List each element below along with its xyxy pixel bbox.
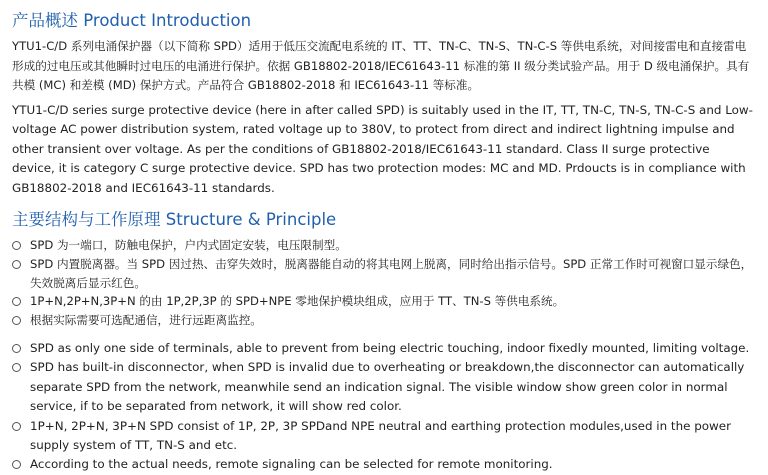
- list-spacer: [12, 330, 756, 339]
- list-item: [12, 311, 756, 330]
- list-item-text: SPD as only one side of terminals, able to prevent from being electric touching, indoor fixedly mounted, limiting voltage.: [30, 340, 750, 355]
- product-introduction-heading: 产品概述 Product Introduction: [12, 11, 252, 30]
- list-item: [12, 417, 756, 456]
- list-item-text: SPD 为一端口，防触电保护，户内式固定安装，电压限制型。: [30, 238, 347, 252]
- list-item: [12, 236, 756, 255]
- list-item: [12, 358, 756, 416]
- circle-bullet-icon: [12, 344, 21, 353]
- circle-bullet-icon: [12, 422, 21, 431]
- circle-bullet-icon: [12, 316, 21, 325]
- circle-bullet-icon: [12, 363, 21, 372]
- list-item-text: SPD 内置脱离器。当 SPD 因过热、击穿失效时，脱离器能自动的将其电网上脱离，同时给出指示信号。SPD 正常工作时可视窗口显示绿色，失效脱离后显示红色。: [30, 256, 753, 290]
- circle-bullet-icon: [12, 297, 21, 306]
- structure-principle-heading: 主要结构与工作原理 Structure & Principle: [12, 210, 337, 229]
- list-item-text: 根据实际需要可选配通信，进行远距离监控。: [30, 313, 262, 328]
- product-introduction-en-paragraph: YTU1-C/D series surge protective device (here in after called SPD) is suitably used in the IT, TT, TN-C, TN-S, TN-C-S and Low-voltage AC power distribution system, rated voltage up to 380V, to protect from direct and indirect lightning impulse and other transient over voltage. As per the conditions of GB18802-2018/IEC61643-11 standard. Class II surge protective device, it is category C surge protective device. SPD has two protection modes: MC and MD. Prdoucts is in compliance with GB18802-2018 and IEC61643-11 standards.: [12, 102, 753, 195]
- structure-zh-list: [12, 236, 756, 330]
- structure-en-list: [12, 339, 756, 475]
- list-item-text: 1P+N,2P+N,3P+N 的由 1P,2P,3P 的 SPD+NPE 零地保护模块组成，应用于 TT、TN-S 等供电系统。: [30, 294, 565, 309]
- list-item-text: SPD has built-in disconnector, when SPD is invalid due to overheating or breakdown,the disconnector can automatically separate SPD from the network, meanwhile send an indication signal. The visible window show green color in normal service, if to be separated from network, it will show red color.: [30, 360, 745, 414]
- list-item-text: According to the actual needs, remote signaling can be selected for remote monitoring.: [30, 457, 553, 472]
- list-item: [12, 292, 756, 311]
- list-item: [12, 255, 756, 293]
- list-item: [12, 339, 756, 358]
- list-item-text: 1P+N, 2P+N, 3P+N SPD consist of 1P, 2P, 3P SPDand NPE neutral and earthing protection modules,used in the power supply system of TT, TN-S and etc.: [30, 418, 731, 453]
- circle-bullet-icon: [12, 260, 21, 269]
- circle-bullet-icon: [12, 241, 21, 250]
- circle-bullet-icon: [12, 460, 21, 469]
- product-introduction-zh-paragraph: YTU1-C/D 系列电涌保护器（以下简称 SPD）适用于低压交流配电系统的 IT、TT、TN-C、TN-S、TN-C-S 等供电系统，对间接雷电和直接雷电形成的过电压或其他瞬时过电压的电涌进行保护。依据 GB18802-2018/IEC61643-11 标准的第 II 级分类试验产品。用于 D 级电涌保护。具有共模 (MC) 和差模 (MD) 保护方式。产品符合 GB18802-2018 和 IEC61643-11 等标准。: [12, 39, 750, 92]
